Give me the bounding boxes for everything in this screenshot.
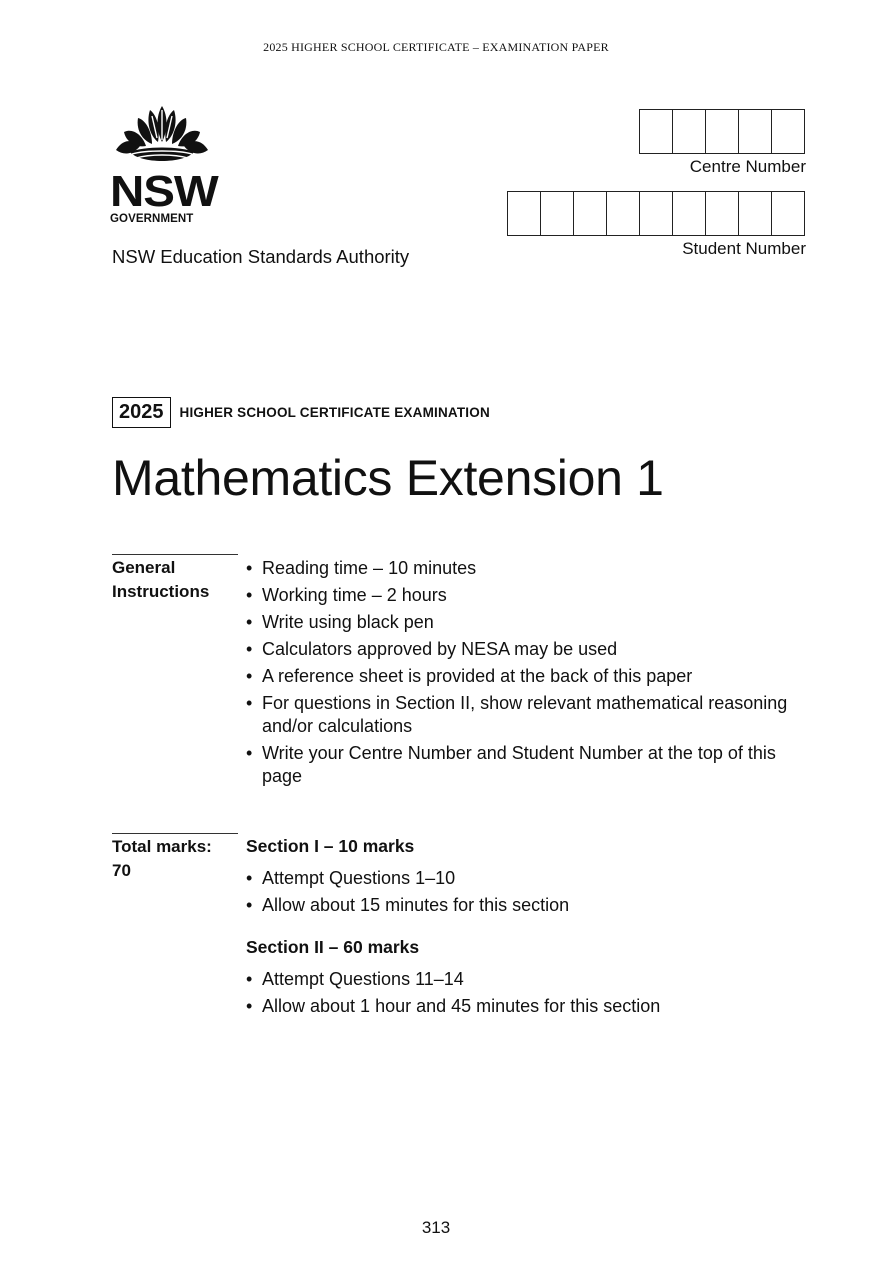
digit-box[interactable] [705, 110, 738, 153]
digit-box[interactable] [738, 192, 771, 235]
section-2-heading: Section II – 60 marks [246, 937, 420, 957]
list-item: • Write using black pen [246, 612, 434, 632]
logo-brand-text: NSW [110, 167, 218, 216]
digit-box[interactable] [540, 192, 573, 235]
exam-type: HIGHER SCHOOL CERTIFICATE EXAMINATION [179, 405, 490, 420]
digit-box[interactable] [606, 192, 639, 235]
section-1-list [246, 867, 816, 921]
centre-number-label: Centre Number [689, 157, 806, 176]
digit-box[interactable] [672, 192, 705, 235]
list-item: • Calculators approved by NESA may be used [246, 639, 618, 659]
list-item: • Reading time – 10 minutes [246, 558, 477, 578]
list-item: • Allow about 1 hour and 45 minutes for this section [246, 996, 661, 1016]
page-title: Mathematics Extension 1 [112, 450, 664, 506]
general-instructions-list [246, 557, 816, 792]
centre-number-boxes[interactable] [639, 109, 805, 154]
list-item: • A reference sheet is provided at the back of this paper [246, 666, 693, 686]
list-item: • Attempt Questions 1–10 [246, 868, 456, 888]
logo-sub-text: GOVERNMENT [110, 213, 194, 225]
waratah-icon [110, 106, 214, 170]
student-number-boxes[interactable] [507, 191, 805, 236]
exam-year: 2025 [112, 397, 171, 428]
digit-box[interactable] [508, 192, 540, 235]
digit-box[interactable] [705, 192, 738, 235]
student-number-label: Student Number [682, 239, 806, 258]
list-item: • Allow about 15 minutes for this section [246, 895, 570, 915]
list-item: • Attempt Questions 11–14 [246, 969, 464, 989]
section-divider [112, 554, 238, 555]
running-header: 2025 HIGHER SCHOOL CERTIFICATE – EXAMINATION PAPER [263, 40, 609, 54]
section-2-list [246, 968, 816, 1022]
digit-box[interactable] [573, 192, 606, 235]
general-instructions-label: General Instructions [112, 558, 210, 601]
digit-box[interactable] [672, 110, 705, 153]
list-item: • Write your Centre Number and Student Number at the top of this page [246, 743, 776, 786]
nsw-government-logo [110, 106, 216, 225]
page-number: 313 [421, 1218, 451, 1237]
section-divider [112, 833, 238, 834]
exam-line [112, 397, 490, 428]
list-item: • Working time – 2 hours [246, 585, 447, 605]
list-item: • For questions in Section II, show relevant mathematical reasoning and/or calculations [246, 693, 788, 736]
digit-box[interactable] [640, 110, 672, 153]
digit-box[interactable] [771, 110, 804, 153]
authority-name: NSW Education Standards Authority [112, 246, 410, 267]
section-1-heading: Section I – 10 marks [246, 836, 415, 856]
digit-box[interactable] [738, 110, 771, 153]
total-marks-label: Total marks: 70 [112, 837, 212, 880]
digit-box[interactable] [771, 192, 804, 235]
digit-box[interactable] [639, 192, 672, 235]
